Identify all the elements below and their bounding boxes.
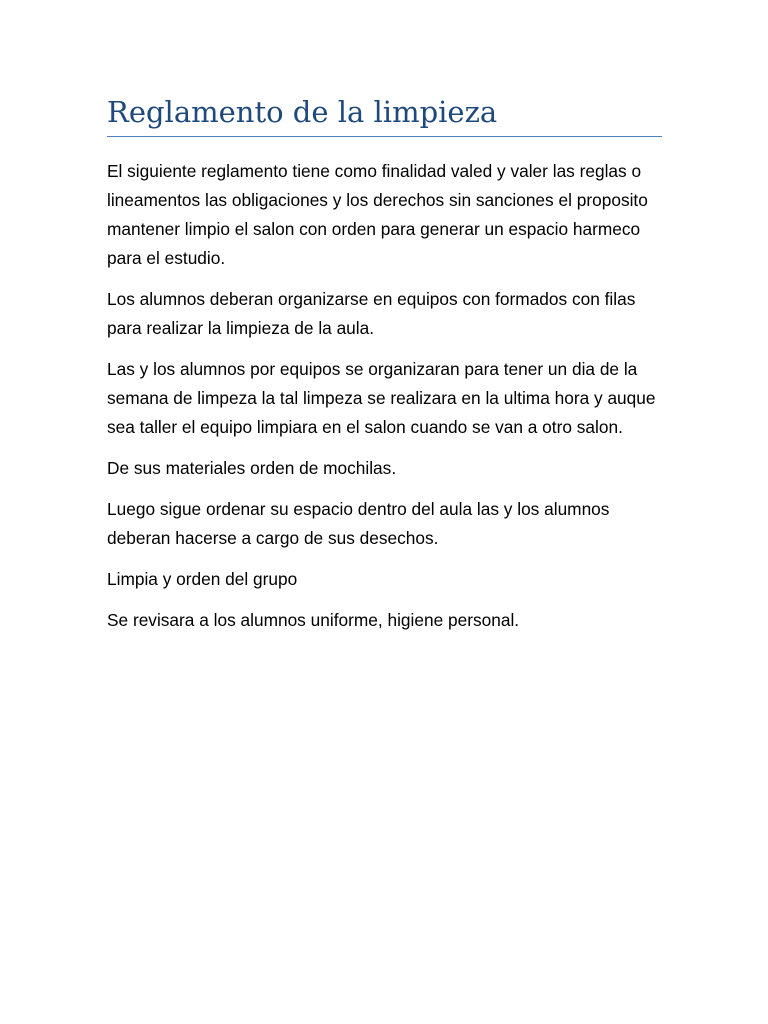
document-body [107,157,667,647]
document-title: Reglamento de la limpieza [107,95,498,129]
paragraph-teams: Los alumnos deberan organizarse en equipos con formados con filas para realizar la limpieza de la aula. [107,289,636,338]
paragraph-workspace: Luego sigue ordenar su espacio dentro del aula las y los alumnos deberan hacerse a cargo de sus desechos. [107,499,610,548]
paragraph-schedule: Las y los alumnos por equipos se organizaran para tener un dia de la semana de limpeza la tal limpeza se realizara en la ultima hora y auque sea taller el equipo limpiara en el salon cuando se van a otro salon. [107,359,656,437]
paragraph-inspection: Se revisara a los alumnos uniforme, higiene personal. [107,610,520,630]
title-underline [107,136,662,137]
paragraph-group-order: Limpia y orden del grupo [107,569,298,589]
paragraph-materials: De sus materiales orden de mochilas. [107,458,397,478]
paragraph-purpose: El siguiente reglamento tiene como finalidad valed y valer las reglas o lineamentos las obligaciones y los derechos sin sanciones el proposito mantener limpio el salon con orden para generar un espacio harmeco para el estudio. [107,161,648,268]
